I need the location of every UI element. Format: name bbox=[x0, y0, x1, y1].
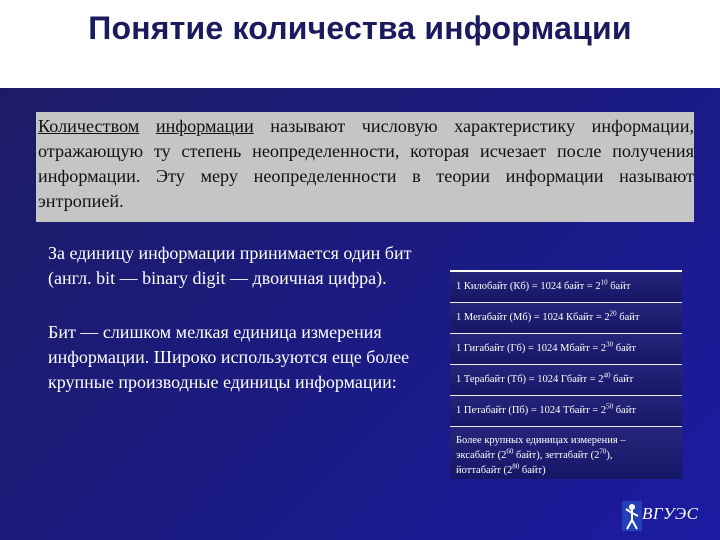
slide-title: Понятие количества информации bbox=[88, 10, 632, 46]
definition-box bbox=[36, 112, 694, 222]
logo-text: ВГУЭС bbox=[642, 504, 699, 523]
bit-definition: За единицу информации принимается один бит (англ. bit — binary digit — двоичная цифра). bbox=[48, 243, 412, 288]
units-list bbox=[450, 270, 682, 479]
derived-units-intro: Бит — слишком мелкая единица измерения информации. Широко используются еще более крупные производные единицы информации: bbox=[48, 322, 410, 392]
larger-units-note: Более крупных единицах измерения – эксабайт ($2^{60}$ байт), зеттабайт $(2^{70})$, йоттабайт ($2^{80}$ байт) bbox=[450, 427, 682, 479]
university-logo bbox=[620, 500, 699, 532]
unit-kilobyte: 1 Килобайт (Кб) = 1024 байт = $2^{10}$ байт bbox=[450, 270, 682, 303]
unit-gigabyte: 1 Гигабайт (Гб) = 1024 Мбайт = $2^{30}$ байт bbox=[450, 334, 682, 365]
definition-text bbox=[36, 112, 694, 214]
term-information: информации bbox=[155, 116, 254, 136]
unit-terabyte: 1 Терабайт (Тб) = 1024 Гбайт = $2^{40}$ байт bbox=[450, 365, 682, 396]
unit-megabyte: 1 Мегабайт (Мб) = 1024 Кбайт = $2^{20}$ байт bbox=[450, 303, 682, 334]
unit-petabyte: 1 Петабайт (Пб) = 1024 Тбайт = $2^{50}$ байт bbox=[450, 396, 682, 427]
term-amount: Количеством bbox=[38, 116, 140, 136]
slide-header bbox=[0, 0, 720, 88]
figure-icon bbox=[622, 501, 642, 531]
definition-rest: называют числовую характеристику информации, отражающую ту степень неопределенности, которая исчезает после получения информации. Эту меру неопределенности в теории информации называют энтропией. bbox=[38, 116, 695, 211]
